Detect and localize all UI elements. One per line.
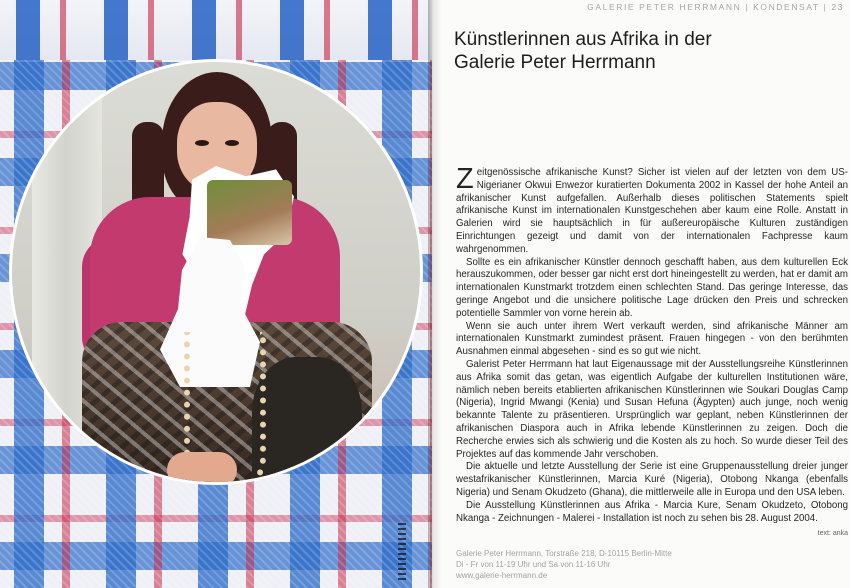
plaid-fabric-flap [0, 0, 432, 60]
article-paragraph-2: Sollte es ein afrikanischer Künstler dennoch geschafft haben, aus dem kulturellen Eck herauszukommen, oder besser gar nicht erst dort hineingestellt zu werden, hat er damit am internationalen Kunstmarkt trotzdem einen schlechten Stand. Das geringe Interesse, das geringe Angebot und die unsichere politische Lage drücken den Preis und schrecken potentielle Sammler von vorne herein ab. [456, 256, 848, 319]
vertical-stamp-strip [398, 520, 406, 580]
folded-hands [167, 452, 237, 482]
article-paragraph-6: Die Ausstellung Künstlerinnen aus Afrika - Marcia Kure, Senam Okudzeto, Otobong Nkanga - Zeichnungen - Malerei - Installation ist noch zu sehen bis 28. August 2004. text: anka [456, 500, 848, 541]
gallery-hours: Di - Fr von 11-19 Uhr und Sa von 11-16 Uhr [456, 560, 611, 569]
page-gutter-shadow [428, 0, 442, 588]
article-headline [454, 28, 814, 74]
headline-line-1: Künstlerinnen aus Afrika in der [454, 29, 712, 50]
article-body [456, 163, 848, 541]
circular-collage-photo [12, 62, 420, 482]
girl-eye-left [195, 140, 209, 146]
article-paragraph-3: Wenn sie auch unter ihrem Wert verkauft werden, sind afrikanische Männer am internationalen Kunstmarkt zumindest präsent. Frauen hingegen - von den berühmten Ausnahmen einmal abgesehen - sind es so gut wie nicht. [456, 320, 848, 358]
drop-cap: Z [456, 163, 474, 195]
girl-eye-right [225, 140, 239, 146]
article-paragraph-1: Zeitgenössische afrikanische Kunst? Sicher ist vielen auf der letzten von dem US-Nigerianer Okwui Enwezor kuratierten Dokumenta 2002 in Kassel der hohe Anteil an afrikanischer Kunst aufgefallen. Außerhalb dieses politischen Statements spielt afrikanische Kunst im internationalen Kunstgeschehen aber kaum eine Rolle. Anstatt in Galerien wird sie hauptsächlich in für außereuropäische Kulturen zuständigen Einrichtungen gezeigt und damit von der internationalen Fachpresse kaum wahrgenommen. [456, 163, 848, 255]
article-paragraph-4: Galerist Peter Herrmann hat laut Eigenaussage mit der Ausstellungsreihe Künstlerinnen aus Afrika somit das getan, was eigentlich Aufgabe der kulturellen Institutionen wäre, nämlich neben bereits etablierten afrikanischen Künstlerinnen wie Soukari Douglas Camp (Nigeria), Ingrid Mwangi (Kenia) und Susan Hefuna (Ägypten) auch junge, noch wenig bekannte Talente zu präsentieren. Ursprünglich war geplant, neben Künstlerinnen der afrikanischen Diaspora auch in Afrika lebende Künstlerinnen zu zeigen. Doch die Recherche erwies sich als schwierig und die Kosten als zu hoch. So wurde dieser Teil des Projektes auf das kommende Jahr verschoben. [456, 358, 848, 460]
dark-figure-overlay [252, 357, 362, 482]
article-paragraph-5: Die aktuelle und letzte Ausstellung der Serie ist eine Gruppenausstellung dreier junger westafrikanischer Künstlerinnen, Marcia Kuré (Nigeria), Otobong Nkanga (ebenfalls Nigeria) und Senam Okudzeto (Ghana), die mittlerweile alle in Europa und den USA leben. [456, 461, 848, 498]
text-credit: text: anka [817, 530, 848, 538]
cutout-landscape-image [207, 180, 292, 245]
article-page [432, 0, 850, 588]
gallery-website[interactable]: www.galerie-herrmann.de [456, 571, 548, 580]
gallery-address: Galerie Peter Herrmann, Torstraße 218, D-10115 Berlin-Mitte [456, 549, 672, 558]
running-header: GALERIE PETER HERRMANN | KONDENSAT | 23 [587, 2, 844, 12]
headline-line-2: Galerie Peter Herrmann [454, 52, 656, 73]
gallery-footer-info [456, 548, 672, 581]
